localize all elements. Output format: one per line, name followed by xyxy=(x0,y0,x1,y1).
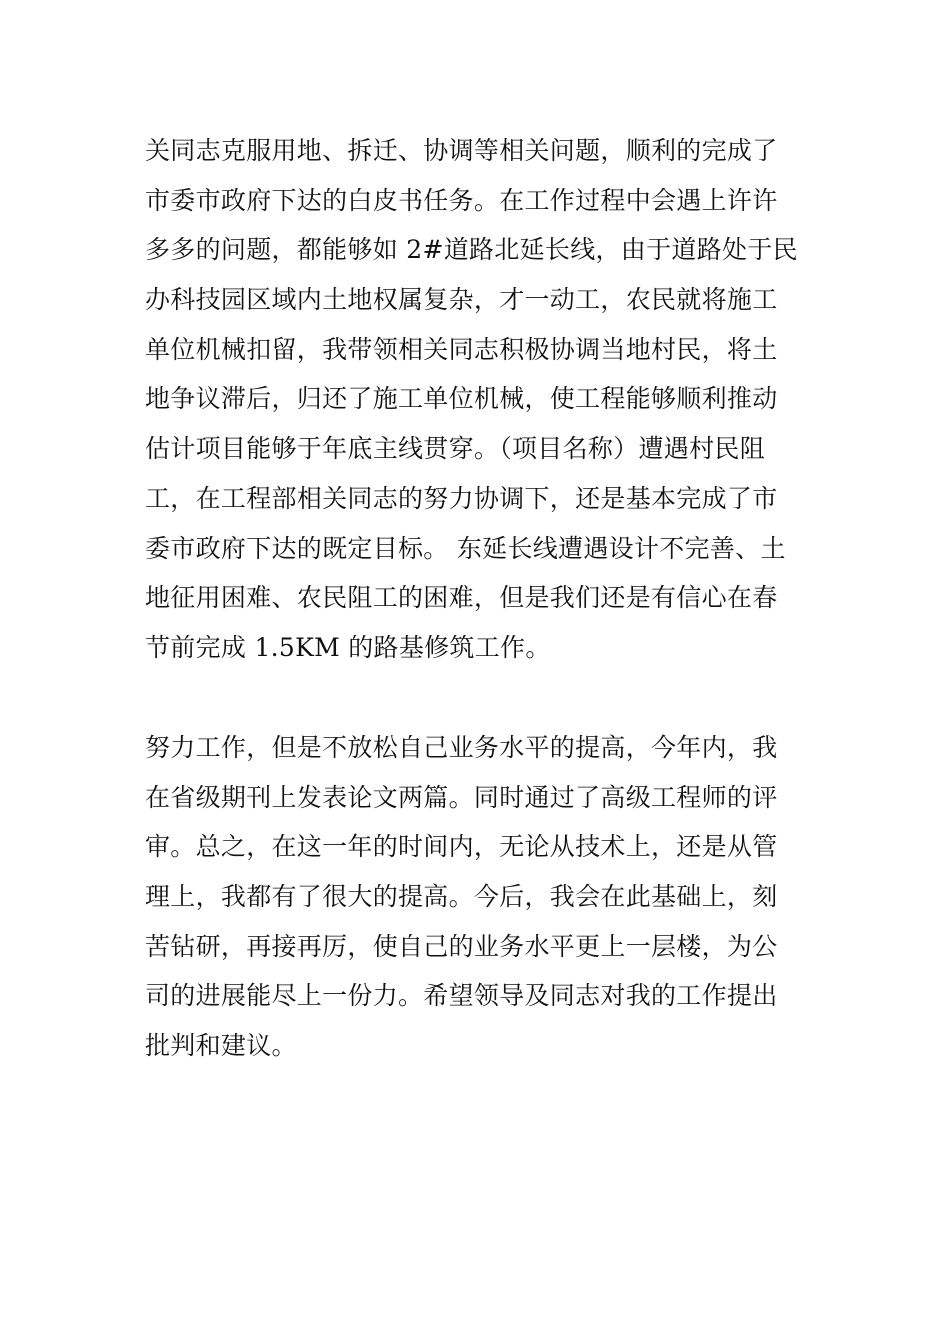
text-line: 估计项目能够于年底主线贯穿。（项目名称）遭遇村民阻 xyxy=(145,434,766,464)
text-line: 审。总之，在这一年的时间内，无论从技术上，还是从管 xyxy=(145,832,778,862)
text-line: 委市政府下达的既定目标。 东延长线遭遇设计不完善、土 xyxy=(145,533,786,563)
text-line: 苦钻研，再接再厉，使自己的业务水平更上一层楼，为公 xyxy=(145,931,778,961)
text-line: 地征用困难、农民阻工的困难，但是我们还是有信心在春 xyxy=(145,583,778,613)
text-line: 地争议滞后，归还了施工单位机械，使工程能够顺利推动 xyxy=(145,384,778,414)
text-line: 市委市政府下达的白皮书任务。在工作过程中会遇上许许 xyxy=(145,185,778,215)
text-line: 在省级期刊上发表论文两篇。同时通过了高级工程师的评 xyxy=(145,782,778,812)
text-line: 节前完成 1.5KM 的路基修筑工作。 xyxy=(145,632,551,662)
paragraph-self-improvement xyxy=(145,723,810,1071)
text-line: 批判和建议。 xyxy=(145,1031,297,1061)
text-line: 多多的问题，都能够如 2#道路北延长线，由于道路处于民 xyxy=(145,235,798,265)
text-line: 关同志克服用地、拆迁、协调等相关问题，顺利的完成了 xyxy=(145,136,778,165)
text-line: 单位机械扣留，我带领相关同志积极协调当地村民，将土 xyxy=(145,334,778,364)
text-line: 努力工作，但是不放松自己业务水平的提高，今年内，我 xyxy=(145,733,778,762)
text-line: 办科技园区域内土地权属复杂，才一动工，农民就将施工 xyxy=(145,285,778,315)
text-line: 理上，我都有了很大的提高。今后，我会在此基础上，刻 xyxy=(145,882,778,912)
paragraph-project-work xyxy=(145,126,810,673)
text-line: 司的进展能尽上一份力。希望领导及同志对我的工作提出 xyxy=(145,981,778,1011)
text-line: 工，在工程部相关同志的努力协调下，还是基本完成了市 xyxy=(145,483,778,513)
